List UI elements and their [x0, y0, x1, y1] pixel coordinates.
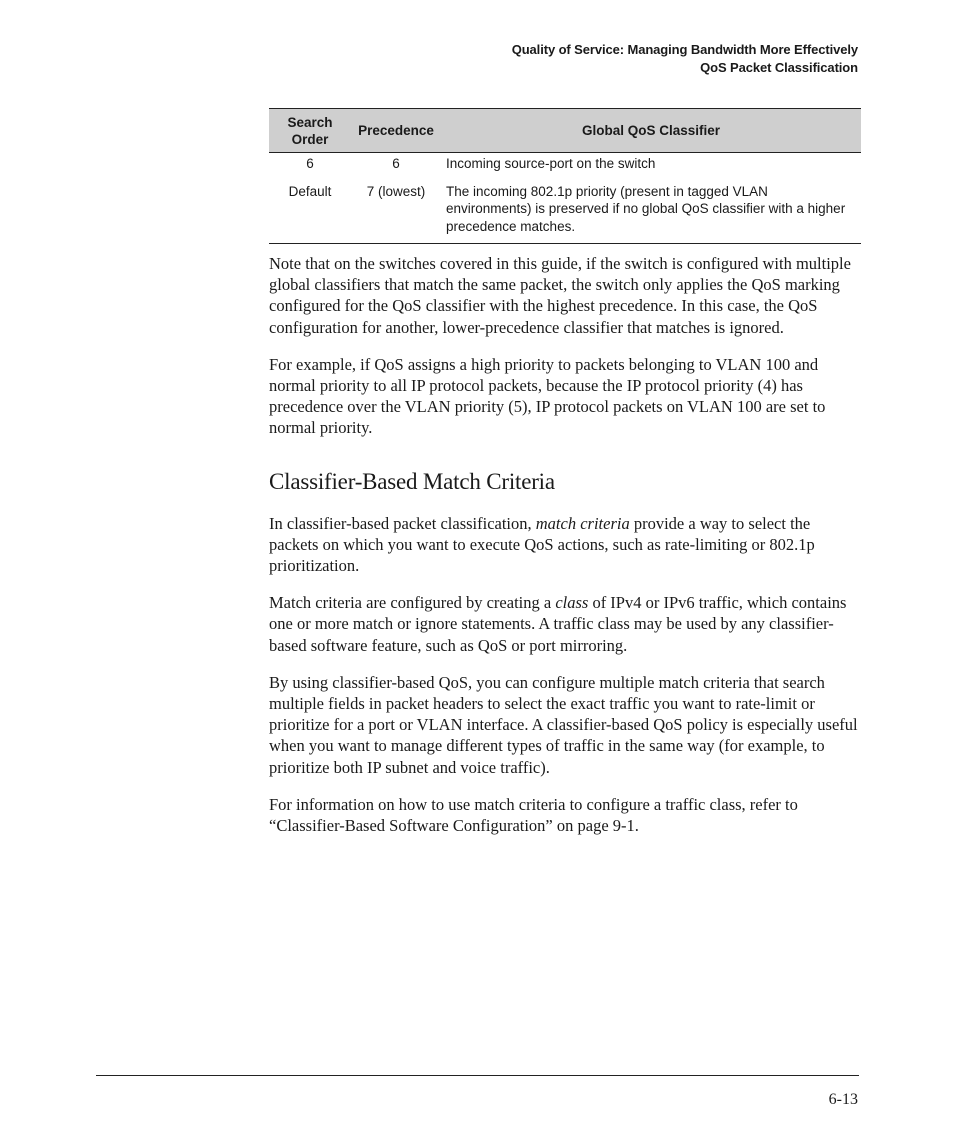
paragraph-match-criteria: [269, 513, 859, 577]
table-header-row: [269, 109, 861, 153]
table-row: [269, 153, 861, 173]
body-text: [269, 253, 859, 852]
emphasis-match-criteria: match criteria: [535, 513, 630, 533]
column-header-classifier: Global QoS Classifier: [581, 123, 721, 138]
cell-search-order: 6: [306, 156, 314, 171]
text-run: Match criteria are configured by creating a: [269, 593, 556, 613]
cell-precedence: 7 (lowest): [366, 183, 426, 199]
cell-classifier: Incoming source-port on the switch: [446, 156, 656, 171]
precedence-table: [269, 108, 861, 244]
column-header-search-order: Search Order: [287, 114, 333, 147]
paragraph-class-config: [269, 592, 859, 656]
page-number: 6-13: [828, 1091, 858, 1108]
column-header-precedence: Precedence: [358, 123, 434, 138]
running-header-section: QoS Packet Classification: [700, 60, 858, 75]
emphasis-class: class: [555, 593, 589, 613]
paragraph-global-classifiers: Note that on the switches covered in this guide, if the switch is configured with multiple global classifiers that match the same packet, the switch only applies the QoS marking configured for the QoS classifier with the highest precedence. In this case, the QoS configuration for another, lower-precedence classifier that matches is ignored.: [269, 254, 851, 337]
table-row: [269, 173, 861, 244]
cell-precedence: 6: [392, 156, 400, 171]
text-run: of IPv4 or IPv6 traffic, which contains one or more match or ignore statements. A traffic class may be used by any classifier-based software feature, such as QoS or port mirroring.: [269, 593, 847, 655]
running-header: [512, 41, 858, 77]
text-run: provide a way to select the packets on which you want to execute QoS actions, such as rate-limiting or 802.1p prioritization.: [269, 513, 815, 576]
section-heading: Classifier-Based Match Criteria: [269, 468, 555, 494]
running-header-chapter: Quality of Service: Managing Bandwidth More Effectively: [511, 42, 858, 57]
paragraph-reference: For information on how to use match criteria to configure a traffic class, refer to “Classifier-Based Software Configuration” on page 9-1.: [269, 794, 798, 836]
footer-divider: [96, 1075, 859, 1076]
text-run: In classifier-based packet classification,: [269, 513, 536, 533]
paragraph-example: For example, if QoS assigns a high priority to packets belonging to VLAN 100 and normal priority to all IP protocol packets, because the IP protocol priority (4) has precedence over the VLAN priority (5), IP protocol packets on VLAN 100 are set to normal priority.: [269, 354, 826, 438]
paragraph-classifier-qos: By using classifier-based QoS, you can configure multiple match criteria that search multiple fields in packet headers to select the exact traffic you want to rate-limit or prioritize for a port or VLAN interface. A classifier-based QoS policy is especially useful when you want to manage different types of traffic in the same way (for example, to prioritize both IP subnet and voice traffic).: [269, 672, 858, 777]
cell-search-order: Default: [288, 183, 332, 199]
cell-classifier: The incoming 802.1p priority (present in tagged VLAN environments) is preserved if no global QoS classifier with a higher precedence matches.: [446, 183, 846, 234]
